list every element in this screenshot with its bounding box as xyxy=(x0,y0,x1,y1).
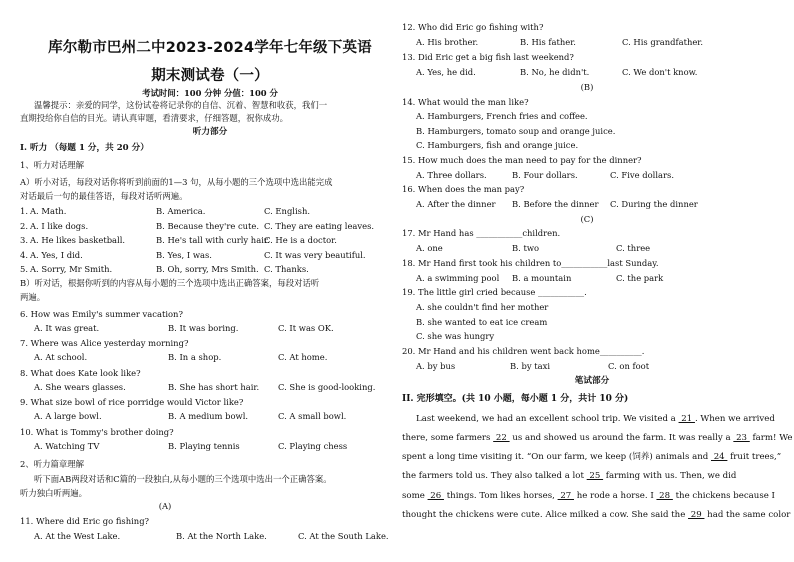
option-b: B. two xyxy=(512,243,540,253)
cloze-blank: 24 xyxy=(710,452,728,462)
cloze-line xyxy=(402,470,736,482)
cloze-text: us and showed us around the farm. It was really a xyxy=(509,433,734,443)
tip-line1: 温馨提示：亲爱的同学，这份试卷将记录你的自信、沉着、智慧和收获，我们一 xyxy=(34,100,328,110)
q20-option-b: B. by taxi xyxy=(510,361,550,371)
cloze-blank: 23 xyxy=(733,433,750,443)
sub1-instruction-line2: 对话最后一句的最佳答语，每段对话听两遍。 xyxy=(20,191,188,201)
section1-heading: I. 听力 （每题 1 分，共 20 分） xyxy=(20,143,149,153)
cloze-blank: 28 xyxy=(656,491,673,501)
q14-option-c: C. Hamburgers, fish and orange juice. xyxy=(416,140,579,150)
option-a: A. Three dollars. xyxy=(416,170,487,180)
question-text: 10. What is Tommy's brother doing? xyxy=(20,427,174,437)
sub1-instruction-line1: A）听小对话，每段对话你将听到前面的1—3 句，从每小题的三个选项中选出能完成 xyxy=(20,177,333,187)
cloze-line xyxy=(402,432,792,444)
option-b: B. America. xyxy=(156,206,206,216)
option-c: C. She is good-looking. xyxy=(278,382,376,392)
cloze-text: things. Tom likes horses, xyxy=(443,491,558,501)
question-text: 15. How much does the man need to pay for the dinner? xyxy=(402,155,642,165)
option-b: B. Oh, sorry, Mrs Smith. xyxy=(156,264,259,274)
option-a: A. Yes, he did. xyxy=(416,67,476,77)
cloze-text: he rode a horse. I xyxy=(574,491,657,501)
exam-info: 考试时间：100 分钟 分值：100 分 xyxy=(142,88,278,98)
option-b: B. It was boring. xyxy=(168,323,239,333)
option-a: A. His brother. xyxy=(416,37,479,47)
q11-option-a: A. At the West Lake. xyxy=(34,531,121,541)
cloze-text: the chickens because I xyxy=(672,491,775,501)
option-a: A. Math. xyxy=(30,206,67,216)
question-text: 8. What does Kate look like? xyxy=(20,368,141,378)
option-a: A. A large bowl. xyxy=(34,411,102,421)
partb-instruction-line1: B）听对话，根据你听到的内容从每小题的三个选项中选出正确答案，每段对话听 xyxy=(20,278,320,288)
option-a: A. At school. xyxy=(34,352,88,362)
q11-option-c: C. At the South Lake. xyxy=(298,531,389,541)
listening-part-heading: 听力部分 xyxy=(192,127,228,137)
option-c: C. Five dollars. xyxy=(610,170,674,180)
cloze-text: thought the chickens were cute. Alice milked a cow. She said the xyxy=(402,510,689,520)
question-text: 7. Where was Alice yesterday morning? xyxy=(20,338,189,348)
q14-option-b: B. Hamburgers, tomato soup and orange juice. xyxy=(416,126,616,136)
written-part-heading: 笔试部分 xyxy=(574,376,610,386)
q19-option-a: A. she couldn't find her mother xyxy=(416,302,549,312)
tip-line2: 直期投给你自信的目光。请认真审题，看清要求，仔细答题，祝你成功。 xyxy=(20,113,288,123)
cloze-line xyxy=(416,413,775,425)
cloze-blank: 29 xyxy=(688,510,705,520)
option-c: C. It was very beautiful. xyxy=(264,250,366,260)
q14-option-a: A. Hamburgers, French fries and coffee. xyxy=(416,111,588,121)
question-text: 16. When does the man pay? xyxy=(402,184,525,194)
passage-label-c: (C) xyxy=(580,214,594,224)
option-b: B. Playing tennis xyxy=(168,441,240,451)
question-20: 20. Mr Hand and his children went back home__________. xyxy=(402,346,645,356)
option-a: A. Yes, I did. xyxy=(30,250,83,260)
sub2-heading: 2、听力篇章理解 xyxy=(20,459,84,469)
option-b: B. Four dollars. xyxy=(512,170,578,180)
right-column xyxy=(402,0,793,562)
option-b: B. A medium bowl. xyxy=(168,411,249,421)
question-number: 3. xyxy=(20,235,28,245)
partb-instruction-line2: 两遍。 xyxy=(20,292,46,302)
passage-label-a: (A) xyxy=(158,501,172,511)
q19-option-b: B. she wanted to eat ice cream xyxy=(416,317,548,327)
option-b: B. No, he didn't. xyxy=(520,67,590,77)
q20-option-c: C. on foot xyxy=(608,361,650,371)
question-text: 18. Mr Hand first took his children to___________last Sunday. xyxy=(402,258,659,268)
option-b: B. Before the dinner xyxy=(512,199,599,209)
left-column xyxy=(20,0,400,562)
cloze-text: farm! We xyxy=(749,433,793,443)
question-11: 11. Where did Eric go fishing? xyxy=(20,516,150,526)
cloze-text: . When we arrived xyxy=(694,414,775,424)
cloze-blank: 22 xyxy=(493,433,510,443)
question-19: 19. The little girl cried because ___________. xyxy=(402,287,587,297)
option-a: A. a swimming pool xyxy=(416,273,500,283)
option-c: C. During the dinner xyxy=(610,199,698,209)
option-a: A. He likes basketball. xyxy=(30,235,126,245)
cloze-line xyxy=(402,451,781,463)
option-c: C. He is a doctor. xyxy=(264,235,337,245)
passage-label-b: (B) xyxy=(580,82,594,92)
cloze-text: Last weekend, we had an excellent school trip. We visited a xyxy=(416,414,679,424)
option-b: B. She has short hair. xyxy=(168,382,260,392)
option-c: C. At home. xyxy=(278,352,328,362)
cloze-text: there, some farmers xyxy=(402,433,494,443)
option-c: C. three xyxy=(616,243,651,253)
option-c: C. His grandfather. xyxy=(622,37,704,47)
option-a: A. Watching TV xyxy=(34,441,100,451)
cloze-blank: 21 xyxy=(678,414,695,424)
option-b: B. Because they're cute. xyxy=(156,221,260,231)
cloze-text: had the same color xyxy=(704,510,791,520)
q20-option-a: A. by bus xyxy=(416,361,456,371)
question-number: 1. xyxy=(20,206,28,216)
option-c: C. They are eating leaves. xyxy=(264,221,375,231)
option-c: C. the park xyxy=(616,273,664,283)
option-b: B. He's tall with curly hair. xyxy=(156,235,270,245)
option-a: A. It was great. xyxy=(34,323,100,333)
option-c: C. English. xyxy=(264,206,311,216)
question-14: 14. What would the man like? xyxy=(402,97,529,107)
q11-option-b: B. At the North Lake. xyxy=(176,531,267,541)
cloze-text: some xyxy=(402,491,428,501)
option-a: A. one xyxy=(416,243,443,253)
cloze-text: spent a long time visiting it. “On our farm, we keep (饲养) animals and xyxy=(402,452,711,462)
question-number: 4. xyxy=(20,250,28,260)
sub2-instruction-line1: 听下面AB两段对话和C篇的一段独白,从每小题的三个选项中选出一个正确答案。 xyxy=(34,474,332,484)
question-number: 2. xyxy=(20,221,28,231)
option-a: A. She wears glasses. xyxy=(34,382,126,392)
exam-title-line1: 库尔勒市巴州二中2023-2024学年七年级下英语 xyxy=(48,40,372,56)
option-c: C. A small bowl. xyxy=(278,411,347,421)
question-text: 12. Who did Eric go fishing with? xyxy=(402,22,544,32)
option-a: A. I like dogs. xyxy=(30,221,89,231)
exam-title-line2: 期末测试卷（一） xyxy=(151,68,269,84)
option-c: C. We don't know. xyxy=(622,67,698,77)
cloze-blank: 26 xyxy=(427,491,444,501)
option-b: B. In a shop. xyxy=(168,352,222,362)
option-c: C. It was OK. xyxy=(278,323,334,333)
option-c: C. Thanks. xyxy=(264,264,309,274)
question-number: 5. xyxy=(20,264,28,274)
question-text: 9. What size bowl of rice porridge would Victor like? xyxy=(20,397,244,407)
option-a: A. Sorry, Mr Smith. xyxy=(30,264,113,274)
option-b: B. His father. xyxy=(520,37,576,47)
section2-heading: II. 完形填空。(共 10 小题，每小题 1 分，共计 10 分) xyxy=(402,394,629,404)
question-text: 13. Did Eric get a big fish last weekend? xyxy=(402,52,574,62)
option-c: C. Playing chess xyxy=(278,441,348,451)
question-text: 17. Mr Hand has ___________children. xyxy=(402,228,561,238)
cloze-line xyxy=(402,490,775,502)
option-b: B. Yes, I was. xyxy=(156,250,212,260)
cloze-line xyxy=(402,509,790,521)
option-a: A. After the dinner xyxy=(416,199,496,209)
cloze-blank: 25 xyxy=(586,471,604,481)
cloze-text: farming with us. Then, we did xyxy=(603,471,737,481)
option-b: B. a mountain xyxy=(512,273,572,283)
sub1-heading: 1、听力对话理解 xyxy=(20,160,84,170)
question-text: 6. How was Emily's summer vacation? xyxy=(20,309,183,319)
cloze-blank: 27 xyxy=(557,491,574,501)
q19-option-c: C. she was hungry xyxy=(416,331,495,341)
cloze-text: the farmers told us. They also talked a lot xyxy=(402,471,587,481)
sub2-instruction-line2: 听力独白听两遍。 xyxy=(20,488,87,498)
cloze-text: fruit trees,” xyxy=(727,452,782,462)
